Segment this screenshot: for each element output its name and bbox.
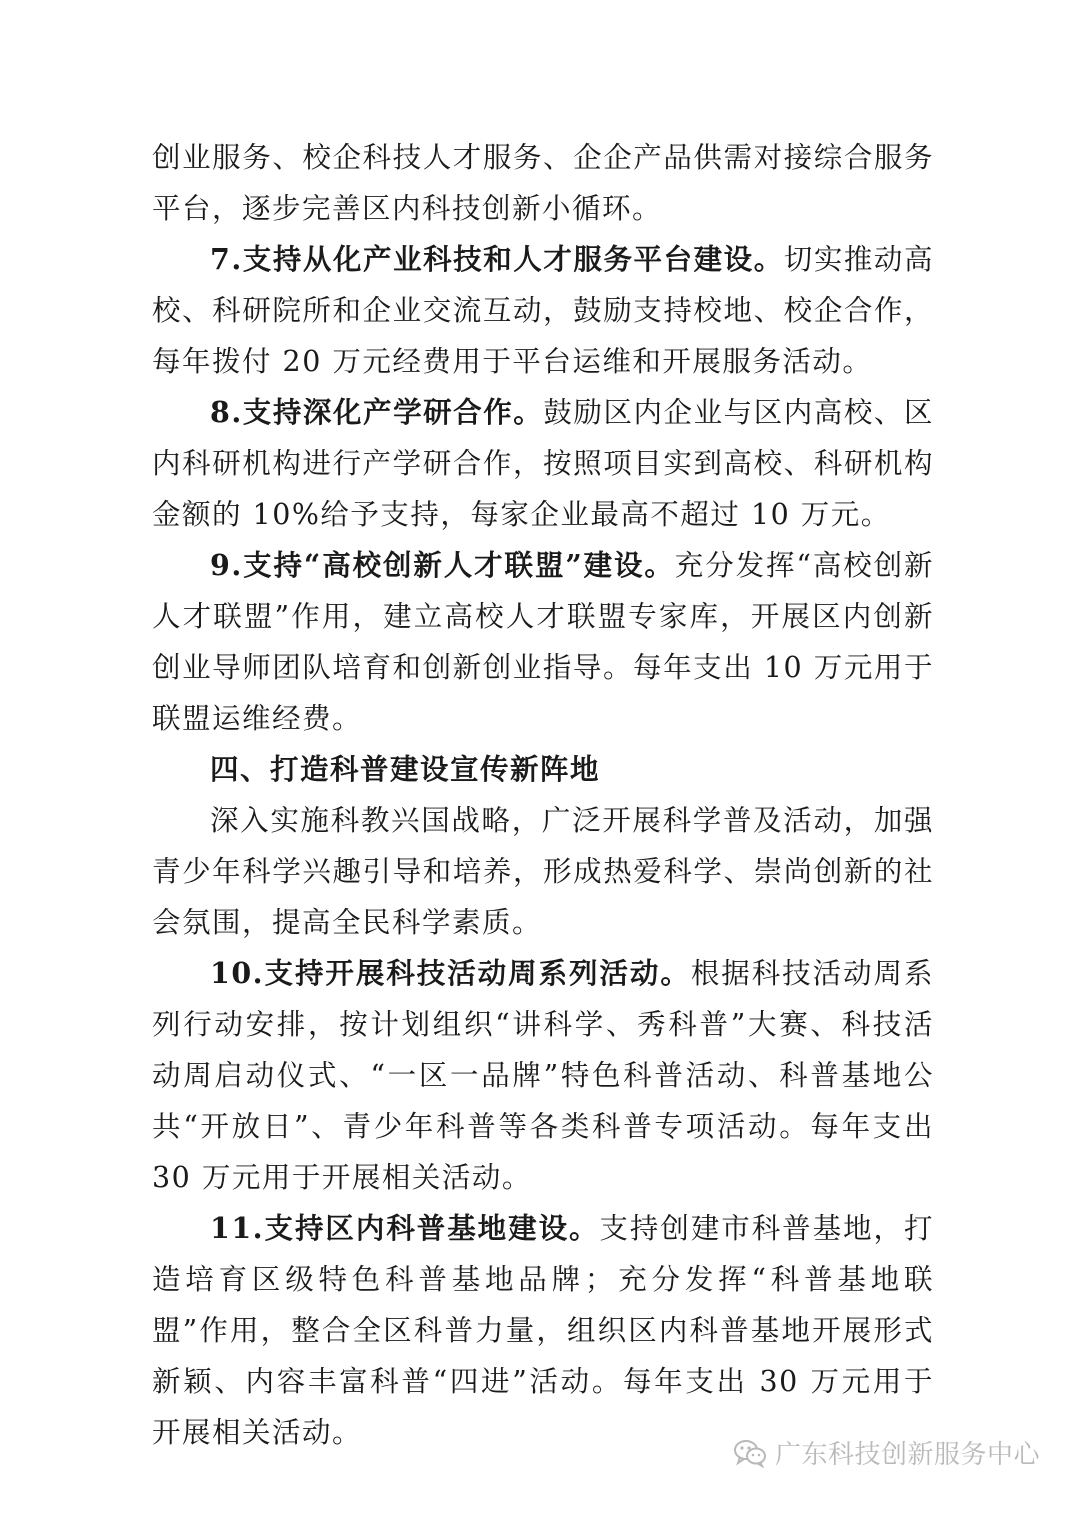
item-heading: 7.支持从化产业科技和人才服务平台建设。 — [210, 242, 784, 276]
paragraph-item-10 — [152, 948, 934, 1203]
item-text: 支持创建市科普基地，打造培育区级特色科普基地品牌；充分发挥“科普基地联盟”作用，整合全区科普力量，组织区内科普基地开展形式新颖、内容丰富科普“四进”活动。每年支出 30 万元用于开展相关活动。 — [152, 1212, 934, 1449]
item-text: 充分发挥“高校创新人才联盟”作用，建立高校人才联盟专家库，开展区内创新创业导师团队培育和创新创业指导。每年支出 10 万元用于联盟运维经费。 — [152, 549, 934, 735]
paragraph-item-9 — [152, 540, 934, 744]
paragraph-item-7 — [152, 234, 934, 387]
watermark — [733, 1434, 1040, 1471]
paragraph-item-11 — [152, 1203, 934, 1458]
paragraph-text: 创业服务、校企科技人才服务、企企产品供需对接综合服务平台，逐步完善区内科技创新小循环。 — [152, 141, 934, 225]
item-text: 根据科技活动周系列行动安排，按计划组织“讲科学、秀科普”大赛、科技活动周启动仪式、“一区一品牌”特色科普活动、科普基地公共“开放日”、青少年科普等各类科普专项活动。每年支出 30 万元用于开展相关活动。 — [152, 957, 934, 1194]
section-intro: 深入实施科教兴国战略，广泛开展科学普及活动，加强青少年科学兴趣引导和培养，形成热爱科学、崇尚创新的社会氛围，提高全民科学素质。 — [152, 804, 934, 939]
paragraph-item-8 — [152, 387, 934, 540]
item-heading: 8.支持深化产学研合作。 — [210, 395, 544, 429]
paragraph-continuation — [152, 132, 934, 234]
item-heading: 9.支持“高校创新人才联盟”建设。 — [210, 548, 675, 582]
section-heading: 四、打造科普建设宣传新阵地 — [210, 752, 601, 786]
watermark-text: 广东科技创新服务中心 — [774, 1440, 1040, 1470]
item-text: 切实推动高校、科研院所和企业交流互动，鼓励支持校地、校企合作，每年拨付 20 万元经费用于平台运维和开展服务活动。 — [152, 243, 934, 378]
wechat-icon — [733, 1438, 767, 1468]
item-heading: 10.支持开展科技活动周系列活动。 — [210, 956, 691, 990]
document-body — [152, 132, 934, 1458]
item-text: 鼓励区内企业与区内高校、区内科研机构进行产学研合作，按照项目实到高校、科研机构金额的 10%给予支持，每家企业最高不超过 10 万元。 — [152, 396, 934, 531]
item-heading: 11.支持区内科普基地建设。 — [210, 1211, 600, 1245]
